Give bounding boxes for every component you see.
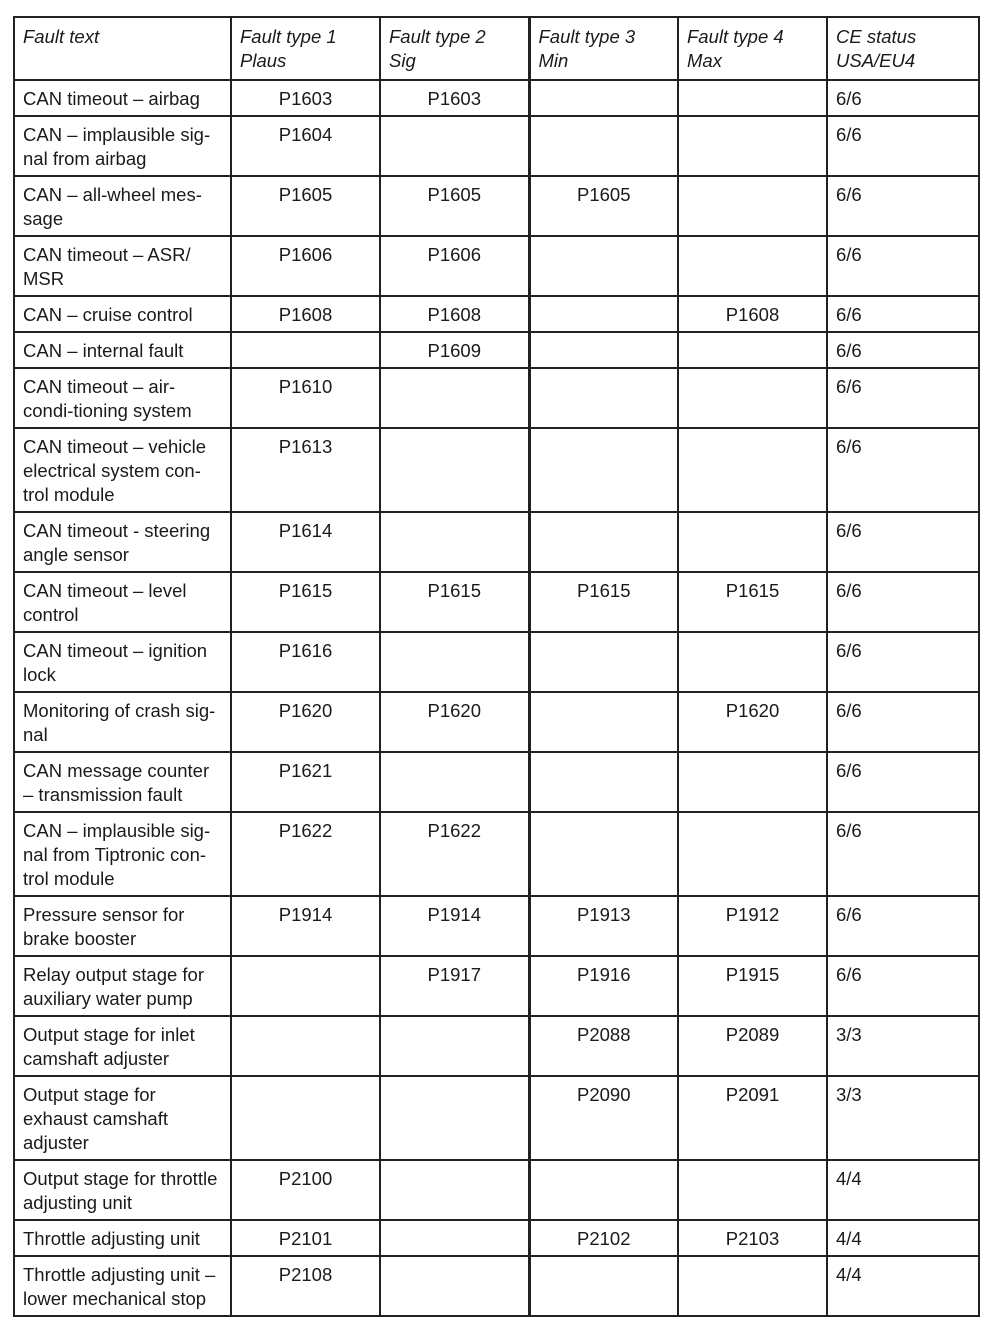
ce-status-cell: 6/6 — [827, 116, 979, 176]
table-row — [14, 1160, 979, 1220]
fault-text-cell: Output stage for inlet camshaft adjuster — [14, 1016, 231, 1076]
ce-status-cell: 4/4 — [827, 1220, 979, 1256]
ce-status-cell: 6/6 — [827, 512, 979, 572]
table-header-row — [14, 17, 979, 80]
fault-type-3-cell — [529, 296, 678, 332]
fault-type-1-cell: P2108 — [231, 1256, 380, 1316]
table-row — [14, 332, 979, 368]
fault-type-4-cell — [678, 80, 827, 116]
fault-text-cell: Output stage for throttle adjusting unit — [14, 1160, 231, 1220]
table-row — [14, 896, 979, 956]
fault-type-4-cell — [678, 428, 827, 512]
fault-type-2-cell: P1603 — [380, 80, 529, 116]
fault-type-3-cell: P2090 — [529, 1076, 678, 1160]
fault-type-1-cell: P1620 — [231, 692, 380, 752]
fault-text-cell: CAN timeout – ignition lock — [14, 632, 231, 692]
fault-type-3-cell: P1913 — [529, 896, 678, 956]
fault-type-2-cell: P1622 — [380, 812, 529, 896]
fault-text-cell: Output stage for exhaust camshaft adjuster — [14, 1076, 231, 1160]
fault-type-2-cell — [380, 1076, 529, 1160]
fault-type-3-cell: P1916 — [529, 956, 678, 1016]
header-label: Fault type 2 — [389, 26, 486, 47]
fault-text-cell: Throttle adjusting unit – lower mechanical stop — [14, 1256, 231, 1316]
fault-type-2-cell — [380, 1220, 529, 1256]
fault-type-4-cell — [678, 1160, 827, 1220]
fault-type-4-cell — [678, 176, 827, 236]
table-row — [14, 296, 979, 332]
table-row — [14, 956, 979, 1016]
fault-type-1-cell: P1606 — [231, 236, 380, 296]
fault-type-1-cell: P2101 — [231, 1220, 380, 1256]
fault-type-1-cell — [231, 1016, 380, 1076]
fault-type-1-cell: P1605 — [231, 176, 380, 236]
fault-code-table — [13, 16, 980, 1317]
ce-status-cell: 6/6 — [827, 236, 979, 296]
fault-type-3-cell — [529, 632, 678, 692]
ce-status-cell: 3/3 — [827, 1016, 979, 1076]
ce-status-cell: 6/6 — [827, 752, 979, 812]
fault-type-4-cell — [678, 368, 827, 428]
fault-type-4-cell — [678, 752, 827, 812]
fault-type-4-cell — [678, 512, 827, 572]
fault-type-1-cell: P1622 — [231, 812, 380, 896]
fault-type-2-cell: P1620 — [380, 692, 529, 752]
fault-type-1-cell: P1615 — [231, 572, 380, 632]
table-row — [14, 1256, 979, 1316]
table-row — [14, 692, 979, 752]
table-row — [14, 1076, 979, 1160]
fault-type-1-cell: P1621 — [231, 752, 380, 812]
fault-type-2-cell: P1917 — [380, 956, 529, 1016]
fault-type-2-cell: P1605 — [380, 176, 529, 236]
table-row — [14, 1220, 979, 1256]
ce-status-cell: 6/6 — [827, 296, 979, 332]
fault-text-cell: CAN – internal fault — [14, 332, 231, 368]
header-label: Fault text — [23, 26, 100, 47]
fault-type-1-cell: P1604 — [231, 116, 380, 176]
table-row — [14, 428, 979, 512]
header-sublabel: Sig — [389, 50, 416, 71]
fault-text-cell: CAN timeout – airbag — [14, 80, 231, 116]
fault-text-cell: CAN timeout – level control — [14, 572, 231, 632]
ce-status-cell: 6/6 — [827, 80, 979, 116]
fault-type-4-cell: P2103 — [678, 1220, 827, 1256]
fault-type-1-cell: P1608 — [231, 296, 380, 332]
ce-status-cell: 6/6 — [827, 956, 979, 1016]
fault-text-cell: Pressure sensor for brake booster — [14, 896, 231, 956]
fault-type-1-cell: P1914 — [231, 896, 380, 956]
fault-type-3-cell — [529, 332, 678, 368]
fault-type-4-cell — [678, 632, 827, 692]
fault-type-4-cell: P1912 — [678, 896, 827, 956]
fault-text-cell: CAN timeout – vehicle electrical system con-trol module — [14, 428, 231, 512]
fault-type-3-cell — [529, 812, 678, 896]
fault-text-cell: CAN – cruise control — [14, 296, 231, 332]
fault-type-4-cell — [678, 812, 827, 896]
header-fault-text — [14, 17, 231, 80]
fault-type-3-cell: P2102 — [529, 1220, 678, 1256]
table-row — [14, 752, 979, 812]
fault-type-2-cell — [380, 752, 529, 812]
ce-status-cell: 6/6 — [827, 572, 979, 632]
fault-type-1-cell: P1610 — [231, 368, 380, 428]
fault-type-4-cell — [678, 332, 827, 368]
fault-type-2-cell: P1608 — [380, 296, 529, 332]
table-row — [14, 80, 979, 116]
fault-type-4-cell — [678, 236, 827, 296]
fault-text-cell: Throttle adjusting unit — [14, 1220, 231, 1256]
fault-type-4-cell: P1608 — [678, 296, 827, 332]
fault-text-cell: Monitoring of crash sig-nal — [14, 692, 231, 752]
fault-type-1-cell — [231, 956, 380, 1016]
ce-status-cell: 6/6 — [827, 368, 979, 428]
fault-type-4-cell — [678, 1256, 827, 1316]
table-row — [14, 116, 979, 176]
ce-status-cell: 4/4 — [827, 1256, 979, 1316]
header-fault-type-1 — [231, 17, 380, 80]
fault-type-4-cell: P1915 — [678, 956, 827, 1016]
fault-type-2-cell: P1914 — [380, 896, 529, 956]
table-row — [14, 1016, 979, 1076]
fault-text-cell: Relay output stage for auxiliary water pump — [14, 956, 231, 1016]
header-label: Fault type 4 — [687, 26, 784, 47]
header-label: CE status — [836, 26, 917, 47]
table-row — [14, 812, 979, 896]
table-row — [14, 572, 979, 632]
fault-type-2-cell: P1615 — [380, 572, 529, 632]
header-sublabel: Max — [687, 50, 722, 71]
header-fault-type-3 — [529, 17, 678, 80]
ce-status-cell: 4/4 — [827, 1160, 979, 1220]
fault-type-1-cell: P2100 — [231, 1160, 380, 1220]
fault-type-3-cell — [529, 512, 678, 572]
header-fault-type-4 — [678, 17, 827, 80]
fault-type-4-cell — [678, 116, 827, 176]
ce-status-cell: 3/3 — [827, 1076, 979, 1160]
header-ce-status — [827, 17, 979, 80]
header-sublabel: Plaus — [240, 50, 287, 71]
fault-text-cell: CAN timeout – ASR/ MSR — [14, 236, 231, 296]
header-sublabel: USA/EU4 — [836, 50, 916, 71]
fault-type-1-cell: P1614 — [231, 512, 380, 572]
fault-type-3-cell — [529, 116, 678, 176]
fault-type-2-cell — [380, 1160, 529, 1220]
fault-text-cell: CAN – all-wheel mes-sage — [14, 176, 231, 236]
fault-text-cell: CAN – implausible sig-nal from airbag — [14, 116, 231, 176]
table-row — [14, 176, 979, 236]
ce-status-cell: 6/6 — [827, 428, 979, 512]
header-label: Fault type 3 — [538, 26, 636, 47]
fault-type-4-cell: P1620 — [678, 692, 827, 752]
fault-type-3-cell — [529, 368, 678, 428]
fault-type-2-cell: P1606 — [380, 236, 529, 296]
fault-type-4-cell: P2089 — [678, 1016, 827, 1076]
fault-text-cell: CAN message counter – transmission fault — [14, 752, 231, 812]
fault-type-3-cell: P1615 — [529, 572, 678, 632]
fault-type-2-cell — [380, 1256, 529, 1316]
header-fault-type-2 — [380, 17, 529, 80]
ce-status-cell: 6/6 — [827, 176, 979, 236]
table-row — [14, 632, 979, 692]
fault-type-3-cell — [529, 236, 678, 296]
fault-type-2-cell — [380, 512, 529, 572]
ce-status-cell: 6/6 — [827, 332, 979, 368]
fault-type-3-cell — [529, 428, 678, 512]
table-row — [14, 512, 979, 572]
fault-type-3-cell — [529, 752, 678, 812]
fault-type-3-cell: P1605 — [529, 176, 678, 236]
fault-type-1-cell: P1603 — [231, 80, 380, 116]
table-row — [14, 368, 979, 428]
table-row — [14, 236, 979, 296]
fault-type-2-cell — [380, 632, 529, 692]
ce-status-cell: 6/6 — [827, 632, 979, 692]
fault-type-2-cell — [380, 368, 529, 428]
fault-type-4-cell: P2091 — [678, 1076, 827, 1160]
fault-text-cell: CAN – implausible sig-nal from Tiptronic con-trol module — [14, 812, 231, 896]
table-body — [14, 80, 979, 1316]
fault-type-1-cell — [231, 332, 380, 368]
fault-text-cell: CAN timeout – air-condi-tioning system — [14, 368, 231, 428]
ce-status-cell: 6/6 — [827, 692, 979, 752]
fault-type-3-cell: P2088 — [529, 1016, 678, 1076]
fault-text-cell: CAN timeout - steering angle sensor — [14, 512, 231, 572]
fault-type-1-cell: P1616 — [231, 632, 380, 692]
fault-type-3-cell — [529, 1256, 678, 1316]
fault-type-2-cell — [380, 116, 529, 176]
ce-status-cell: 6/6 — [827, 812, 979, 896]
fault-type-3-cell — [529, 692, 678, 752]
fault-type-2-cell: P1609 — [380, 332, 529, 368]
fault-type-2-cell — [380, 428, 529, 512]
fault-type-1-cell: P1613 — [231, 428, 380, 512]
header-sublabel: Min — [538, 50, 569, 71]
ce-status-cell: 6/6 — [827, 896, 979, 956]
header-label: Fault type 1 — [240, 26, 337, 47]
fault-type-3-cell — [529, 80, 678, 116]
fault-type-1-cell — [231, 1076, 380, 1160]
fault-type-2-cell — [380, 1016, 529, 1076]
fault-type-3-cell — [529, 1160, 678, 1220]
fault-type-4-cell: P1615 — [678, 572, 827, 632]
